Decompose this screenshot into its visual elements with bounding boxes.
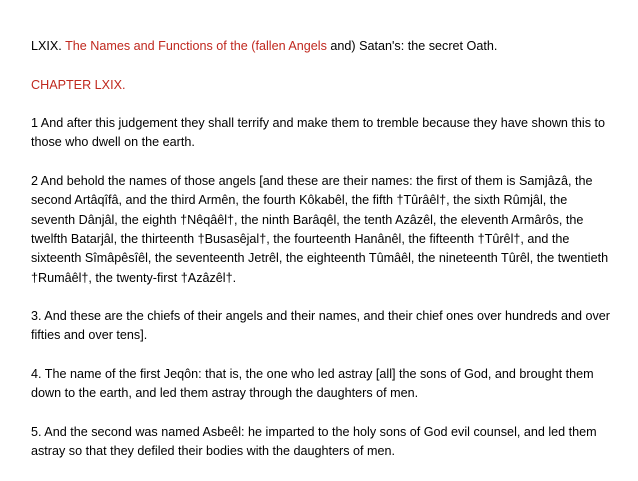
document-body xyxy=(31,37,611,481)
paragraph-4: 4. The name of the first Jeqôn: that is, the one who led astray [all] the sons of God, and brought them down to the earth, and led them astray through the daughters of men. xyxy=(31,367,594,401)
paragraph-3: 3. And these are the chiefs of their angels and their names, and their chief ones over hundreds and over fifties and over tens]. xyxy=(31,309,610,343)
paragraph-2: 2 And behold the names of those angels [and these are their names: the first of them is Samjâzâ, the second Artâqîfâ, and the third Armên, the fourth Kôkabêl, the fifth †Tûrâêl†, the sixth Rûmjâl, the seventh Dânjâl, the eighth †Nêqâêl†, the ninth Barâqêl, the tenth Azâzêl, the eleventh Armârôs, the twelfth Batarjâl, the thirteenth †Busasêjal†, the fourteenth Hanânêl, the fifteenth †Tûrêl†, and the sixteenth Sîmâpêsîêl, the seventeenth Jetrêl, the eighteenth Tûmâêl, the nineteenth Tûrêl, the twentieth †Rumâêl†, the twenty-first †Azâzêl†. xyxy=(31,174,609,285)
title-line xyxy=(31,37,611,56)
title-suffix: and) Satan's: the secret Oath. xyxy=(326,39,498,53)
paragraph-1: 1 And after this judgement they shall terrify and make them to tremble because they have shown this to those who dwell on the earth. xyxy=(31,116,606,150)
title-prefix: LXIX. xyxy=(31,39,66,53)
chapter-heading: CHAPTER LXIX. xyxy=(31,77,126,92)
title-highlight: The Names and Functions of the (fallen Angels xyxy=(65,39,327,53)
paragraph-5: 5. And the second was named Asbeêl: he imparted to the holy sons of God evil counsel, and led them astray so that they defiled their bodies with the daughters of men. xyxy=(31,424,597,459)
